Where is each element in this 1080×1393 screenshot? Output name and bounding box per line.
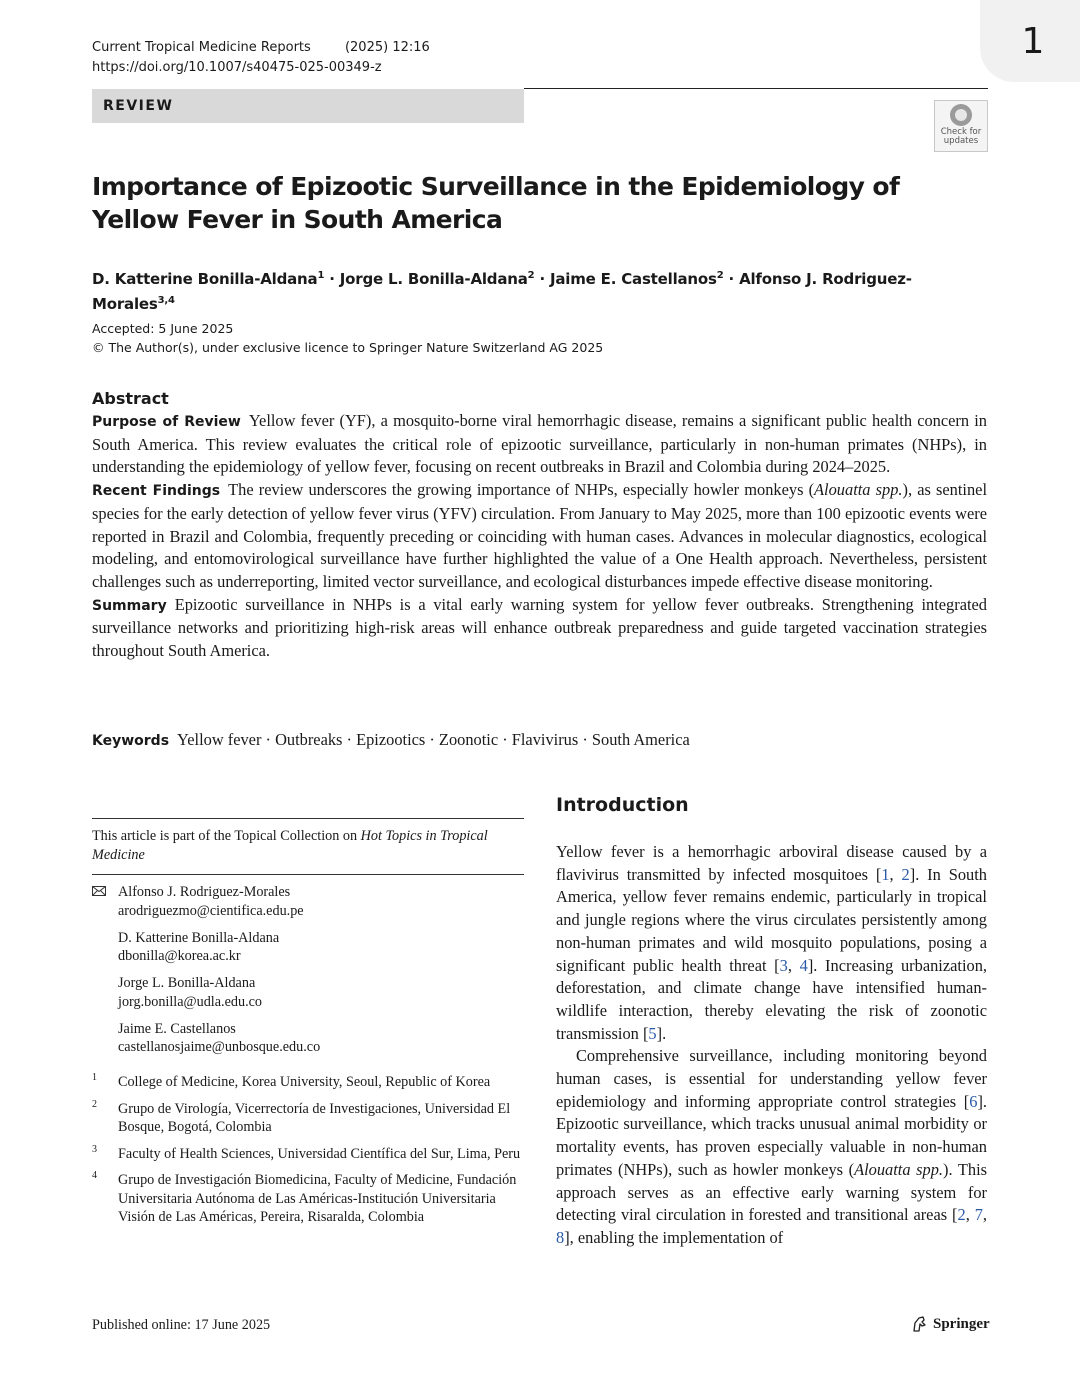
article-title: Importance of Epizootic Surveillance in the Epidemiology of Yellow Fever in South America [92,172,900,234]
intro-text: , [889,864,902,884]
contact-email[interactable]: jorg.bonilla@udla.edu.co [118,993,263,1010]
findings-label: Recent Findings [92,483,221,500]
author-name[interactable]: Jaime E. Castellanos [549,270,717,288]
corresponding-contacts [92,883,524,1065]
author-affiliation-sup: 3,4 [157,295,175,306]
article-type-banner: REVIEW [92,89,524,123]
affiliation-text: Grupo de Virología, Vicerrectoría de Investigaciones, Universidad El Bosque, Bogotá, Colombia [118,1100,511,1135]
springer-horse-icon [910,1315,928,1333]
header-rule [524,88,988,89]
contact-name: Jaime E. Castellanos [118,1020,236,1037]
author-list: D. Katterine Bonilla-Aldana$^1$ · Jorge L. Bonilla-Aldana$^2$ · Jaime E. Castellanos$^2$ · Alfonso J. Rodriguez-Morales$^{3,4}$ [92,270,912,313]
keywords [92,729,987,752]
citation-link[interactable]: 2 [901,864,910,884]
abstract-body [92,410,987,663]
author-name[interactable]: Alfonso J. Rodriguez-Morales [92,270,912,313]
affiliation-entry [92,1073,524,1092]
introduction-body [556,841,987,1250]
journal-name: Current Tropical Medicine Reports [92,40,311,55]
intro-text: , [965,1205,975,1225]
affiliation-number: 3 [92,1143,97,1155]
affiliation-entry [92,1145,524,1164]
affiliation-entry [92,1100,524,1137]
intro-text: ]. In South America, yellow fever remains endemic, particularly in tropical and jungle regions where the virus circulates persistently among non-human primates and wild mosquito populations, posing a significant public health threat [ [556,864,987,975]
citation-link[interactable]: 2 [957,1205,966,1225]
purpose-text: Yellow fever (YF), a mosquito-borne viral hemorrhagic disease, remains a significant public health concern in South America. This review evaluates the critical role of epizootic surveillance, particularly in non-human primates (NHPs), in understanding the epidemiology of yellow fever, focusing on recent outbreaks in Brazil and Colombia during 2024–2025. [92,411,987,477]
abstract-summary [92,594,987,663]
citation-link[interactable]: 7 [974,1205,983,1225]
abstract-findings [92,479,987,594]
contact-email[interactable]: arodriguezmo@cientifica.edu.pe [118,902,304,919]
published-date: Published online: 17 June 2025 [92,1317,271,1333]
introduction-paragraph [556,1045,987,1249]
intro-text: Comprehensive surveillance, including monitoring beyond human cases, is essential for understanding yellow fever epidemiology and informing appropriate control strategies [ [556,1046,987,1111]
affiliation-entry [92,1171,524,1227]
citation-link[interactable]: 8 [556,1227,565,1247]
intro-species: Alouatta spp. [854,1159,943,1179]
citation-link[interactable]: 5 [648,1023,657,1043]
page-number: 1 [980,0,1080,82]
contact-entry [92,1020,524,1057]
contact-email[interactable]: dbonilla@korea.ac.kr [118,948,241,964]
summary-label: Summary [92,597,167,614]
intro-text: ]. Increasing urbanization, deforestation, and climate change have intensified human-wildlife interaction, thereby elevating the risk of zoonotic transmission [ [556,955,987,1043]
abstract-heading: Abstract [92,389,169,408]
abstract-purpose [92,410,987,479]
citation-link[interactable]: 1 [881,864,890,884]
citation-link[interactable]: 4 [799,955,808,975]
keywords-label: Keywords [92,733,170,749]
contact-email[interactable]: castellanosjaime@unbosque.edu.co [118,1039,321,1055]
collection-name: Hot Topics in Tropical Medicine [92,828,488,863]
envelope-icon [92,886,106,896]
check-updates-label: Check for updates [940,127,982,146]
collection-prefix: This article is part of the Topical Collection on [92,828,361,844]
contact-entry [92,883,524,920]
intro-text: Yellow fever is a hemorrhagic arboviral disease caused by a flavivirus transmitted by infected mosquitoes [ [556,842,987,884]
topical-collection-note [92,827,524,865]
publisher-logo [910,1315,990,1333]
contact-name: Alfonso J. Rodriguez-Morales [118,884,291,900]
intro-text: ]. Epizootic surveillance, which tracks unusual animal morbidity or mortality events, has proven especially valuable in non-human primates (NHPs), such as howler monkeys ( [556,1091,987,1179]
citation-link[interactable]: 6 [969,1091,978,1111]
publisher-name: Springer [933,1315,990,1332]
affiliation-number: 4 [92,1170,97,1181]
intro-text: ], enabling the implementation of [564,1227,784,1247]
affiliation-text: Faculty of Health Sciences, Universidad Científica del Sur, Lima, Peru [118,1145,521,1162]
author-affiliation-sup: 1 [317,270,325,281]
findings-species: Alouatta spp. [814,480,903,500]
affiliation-text: College of Medicine, Korea University, Seoul, Republic of Korea [118,1074,491,1090]
introduction-paragraph [556,841,987,1045]
intro-text: ]. [656,1023,667,1043]
citation-link[interactable]: 3 [779,955,788,975]
findings-text-cont: ), as sentinel species for the early detection of yellow fever virus (YFV) circulation. From January to May 2025, more than 100 epizootic events were reported in Brazil and Colombia, frequently preceding or coinciding with human cases. Advances in molecular diagnostics, ecological modeling, and entomovirological surveillance have further highlighted the value of a One Health approach. Nevertheless, persistent challenges such as underreporting, limited vector surveillance, and ecological disturbances impede effective disease monitoring. [92,480,987,591]
affiliations [92,1073,524,1235]
footnote-rule-bottom [92,874,524,875]
footnote-rule-top [92,818,524,819]
author-name[interactable]: D. Katterine Bonilla-Aldana [92,270,318,288]
doi-link[interactable]: https://doi.org/10.1007/s40475-025-00349-z [92,60,382,75]
intro-text: , [787,955,800,975]
summary-text: Epizootic surveillance in NHPs is a vital early warning system for yellow fever outbreaks. Strengthening integrated surveillance networks and prioritizing high-risk areas will enhance outbreak preparedness and guide targeted vaccination strategies throughout South America. [92,594,987,661]
article-meta [92,319,603,357]
copyright-notice: © The Author(s), under exclusive licence to Springer Nature Switzerland AG 2025 [92,340,604,355]
author-name[interactable]: Jorge L. Bonilla-Aldana [339,270,528,288]
introduction-heading: Introduction [556,794,689,816]
affiliation-text: Grupo de Investigación Biomedicina, Faculty of Medicine, Fundación Universitaria Autónoma de Las Américas-Institución Universitaria Visión de Las Américas, Pereira, Risaralda, Colombia [118,1172,517,1225]
affiliation-number: 1 [92,1072,97,1083]
contact-name: Jorge L. Bonilla-Aldana [118,975,256,991]
contact-name: D. Katterine Bonilla-Aldana [118,929,280,946]
keywords-text: Yellow fever · Outbreaks · Epizootics · Zoonotic · Flavivirus · South America [177,730,690,749]
findings-text: The review underscores the growing importance of NHPs, especially howler monkeys ( [228,480,815,500]
author-affiliation-sup: 2 [716,270,724,281]
affiliation-number: 2 [92,1098,97,1110]
accepted-date: Accepted: 5 June 2025 [92,321,234,336]
update-icon [950,104,972,126]
contact-entry [92,929,524,966]
purpose-label: Purpose of Review [92,414,241,430]
intro-text: , [982,1205,987,1225]
intro-text: ). This approach serves as an effective early warning system for detecting viral circulation in forested and transitional areas [ [556,1159,987,1225]
journal-volume: (2025) 12:16 [344,40,430,55]
journal-header [92,38,430,78]
contact-entry [92,974,524,1011]
author-affiliation-sup: 2 [527,270,535,281]
check-for-updates-button[interactable] [934,100,988,152]
